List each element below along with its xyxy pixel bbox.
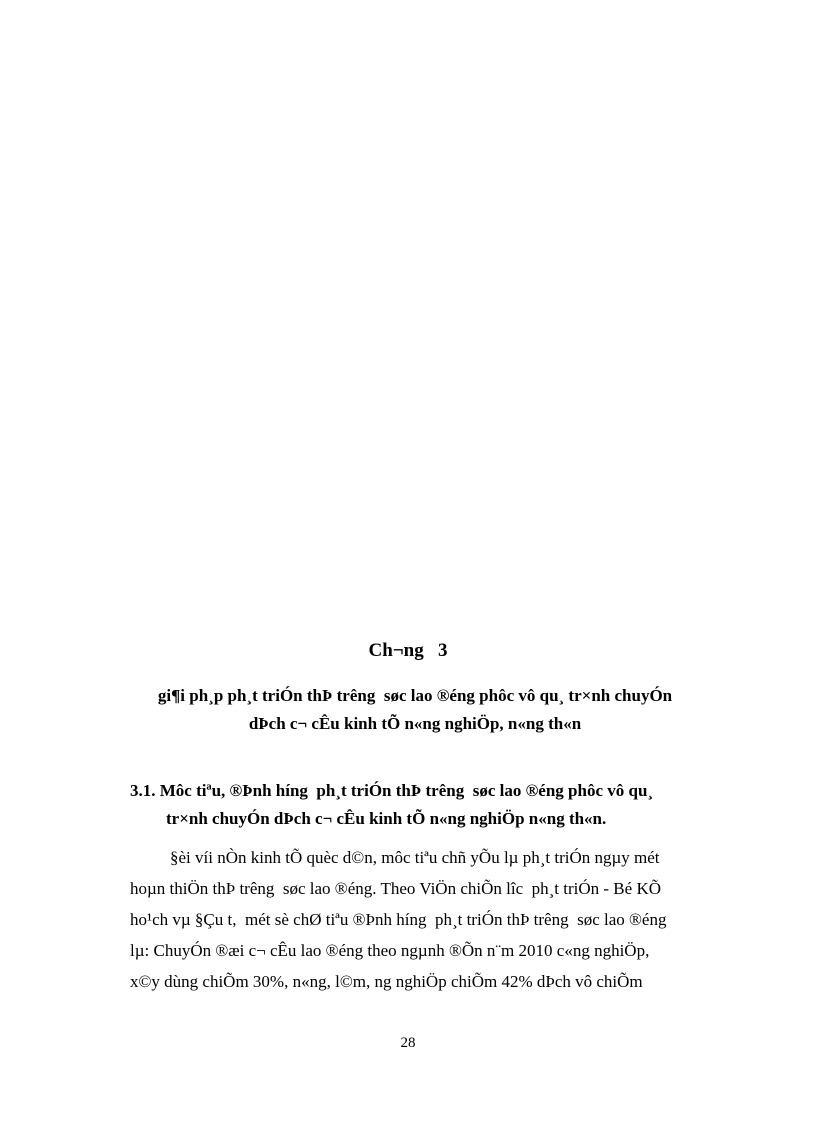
body-line: lµ: ChuyÓn ®æi c¬ cÊu lao ®éng theo ngµnh ®Õn n¨m 2010 c«ng nghiÖp, — [130, 941, 650, 960]
section-heading-line: 3.1. Môc tiªu, ®Þnh híng ph¸t triÓn thÞ trêng søc lao ®éng phôc vô qu¸ — [130, 781, 654, 800]
body-line: x©y dùng chiÕm 30%, n«ng, l©m, ng nghiÖp chiÕm 42% dÞch vô chiÕm — [130, 972, 643, 991]
page-number: 28 — [400, 1035, 416, 1051]
section-heading — [130, 777, 740, 833]
body-line: hoµn thiÖn thÞ trêng søc lao ®éng. Theo ViÖn chiÕn lîc ph¸t triÓn - Bé KÕ — [130, 879, 661, 898]
chapter-subtitle-line: dÞch c¬ cÊu kinh tÕ n«ng nghiÖp, n«ng th«n — [248, 714, 582, 733]
section-heading-line: tr×nh chuyÓn dÞch c¬ cÊu kinh tÕ n«ng nghiÖp n«ng th«n. — [166, 809, 607, 828]
chapter-title: Ch¬ng 3 — [368, 640, 448, 661]
body-line: §èi víi nÒn kinh tÕ quèc d©n, môc tiªu chñ yÕu lµ ph¸t triÓn ngµy mét — [170, 848, 660, 867]
chapter-subtitle — [120, 682, 710, 738]
chapter-subtitle-line: gi¶i ph¸p ph¸t triÓn thÞ trêng søc lao ®éng phôc vô qu¸ tr×nh chuyÓn — [157, 686, 673, 705]
body-paragraph — [130, 842, 738, 997]
body-line: ho¹ch vµ §Çu t, mét sè chØ tiªu ®Þnh híng ph¸t triÓn thÞ trêng søc lao ®éng — [130, 910, 667, 929]
